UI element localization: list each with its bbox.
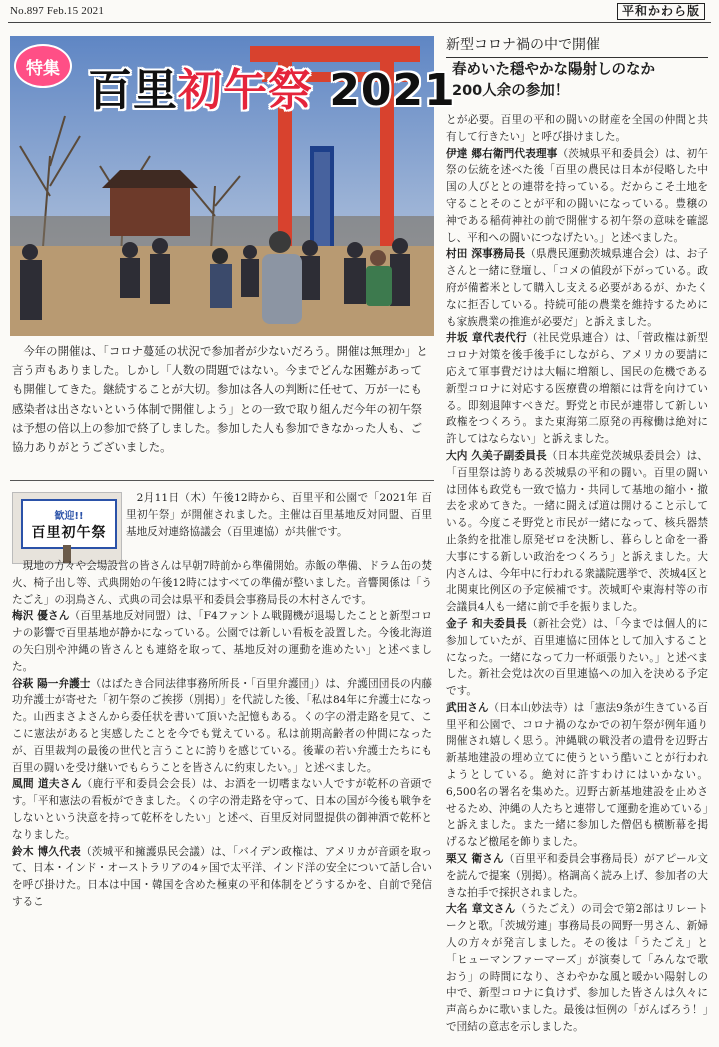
paragraph-text: （茨城県平和委員会）は、初午祭の伝統を述べた後「百里の農民は日本が侵略した中国の人びととの連帯を持っている。だからこそ土地を守ることそのことが平和の闘いになっている。豊穣の神である稲荷神社の前で開催する初午祭の意味を確認し、平和への闘いにつなげたい。」と述べました。: [446, 147, 709, 244]
paragraph-text: （はばたき合同法律事務所所長・「百里弁護団」）は、弁護団団長の内藤功弁護士が寄せた「初午祭のご挨拶（別掲）」を代読した後、「私は84年に弁護士になった。山西まさよさんから委任状を書いて頂いた記憶もある。くの字の滑走路を見て、ここに憲法があると実感したことを今でも覚えている。私は前期高齢者の仲間になったが、百里裁判の最後の世代と言うことに誇りを感じている。後輩の若い弁護士たちにも百里の闘いを受け継いでもらうことを皆さんに約束したい。」と述べました。: [12, 677, 432, 774]
headline-line-1: 春めいた穏やかな陽射しのなか: [452, 62, 655, 78]
newsletter-name: 平和かわら版: [617, 3, 705, 20]
left-column: [12, 558, 432, 911]
speaker-paragraph: [446, 146, 708, 247]
article-headline: [452, 60, 708, 102]
speaker-paragraph: [446, 246, 708, 330]
speaker-name: 谷萩 陽一弁護士: [12, 677, 91, 690]
paragraph-text: （茨城平和擁護県民会議）は、「バイデン政権は、アメリカが音頭を取って、日本・インド・オーストラリアの4ヶ国で太平洋、インド洋の安全について話し合いを呼び掛けた。日本は中国・韓国を含めた極東の平和体制をどうするかを、自前で発信するこ: [12, 845, 432, 908]
body-paragraph: [12, 558, 432, 608]
speaker-paragraph: [446, 851, 708, 901]
speaker-paragraph: [446, 901, 708, 1035]
intro-text: 2月11日（木）午後12時から、百里平和公園で「2021年 百里初午祭」が開催されました。主催は百里基地反対同盟、百里基地反対連絡協議会（百里連協）が共催です。: [126, 492, 432, 538]
sign-line-1: 歓迎!!: [54, 510, 84, 522]
feature-title: [88, 54, 456, 118]
paragraph-text: （日本山妙法寺）は「憲法9条が生きている百里平和公園で、コロナ禍のなかでの初午祭が例年通り開催され嬉しく思う。沖縄戦の戦没者の遺骨を辺野古新基地建設の埋め立てに使うという酷いことが行われようとしている。絶対に許すわけにはいかない。6,500名の署名を集めた。辺野古新基地建設を止めさせるため、沖縄の人たちと連帯して運動を進めている」と訴えました。また一緒に参加した僧侶も横断幕を掲げるなど檄尾を飾りました。: [446, 701, 708, 849]
paragraph-text: （百里平和委員会事務局長）がアピール文を読んで提案（別掲）。格調高く読み上げ、参加者の大きな拍手で採択されました。: [446, 853, 708, 899]
title-part-1: 百里: [88, 65, 178, 116]
speaker-paragraph: [12, 608, 432, 675]
paragraph-text: （百里基地反対同盟）は、「F4ファントム戦闘機が退場したことと新型コロナの影響で百里基地が静かになっている。公園では新しい看板を設置した。今後北海道の矢臼別や沖縄の皆さんとも連絡を取って、基地反対の運動を進めたい」と述べました。: [12, 610, 432, 673]
paragraph-text: とが必要。百里の平和の闘いの財産を全国の仲間と共有して行きたい」と呼び掛けました。: [446, 114, 708, 143]
speaker-paragraph: [446, 448, 708, 616]
sign-line-2: 百里初午祭: [31, 524, 107, 541]
speaker-name: 武田さん: [446, 701, 489, 714]
speaker-name: 伊達 郷右衛門代表理事: [446, 147, 558, 160]
header-rule: [8, 22, 711, 23]
paragraph-text: （新社会党）は、「今までは個人的に参加していたが、百里連協に団体として加入することになった。一緒になって力一杯頑張りたい。」と述べました。新社会党は次の百里連協への加入を決める予定です。: [446, 617, 708, 698]
speaker-name: 村田 深事務局長: [446, 248, 526, 261]
speaker-name: 大内 久美子副委員長: [446, 449, 547, 462]
paragraph-text: （社民党県連合）は、「菅政権は新型コロナ対策を後手後手にしながら、アメリカの要請に応えて軍事費だけは大幅に増額し、国民の危機である新型コロナに対応する医療費の増額には背を向けている。即刻退陣すべきだ。野党と市民が連帯して新しい政権をつくろう。また東海第二原発の再稼働は絶対に許してはならない」と訴えました。: [446, 332, 708, 446]
welcome-sign-photo: [12, 492, 122, 564]
title-part-2: 初午祭: [178, 65, 313, 116]
paragraph-text: （うたごえ）の司会で第2部はリレートークと歌。「茨城労連」事務局長の岡野一男さん、新婦人の方々が発言しました。その後は「うたごえ」と「ヒューマンファーマーズ」が演奏して「みんなで歌おう」の時間になり、さわやかな風と暖かい陽射しの中で、新型コロナに負けず、参加した皆さんは久々に声高らかに歌いました。最後は恒例の「がんばろう！」で団結の意志を示しました。: [446, 903, 708, 1034]
speaker-name: 井坂 章代表代行: [446, 332, 527, 345]
speaker-paragraph: [12, 844, 432, 911]
intro-paragraph: [126, 490, 432, 540]
lead-paragraph: [12, 342, 430, 457]
feature-badge: 特集: [14, 44, 72, 88]
lead-text: 今年の開催は、「コロナ蔓延の状況で参加者が少ないだろう。開催は無理か」と言う声もありました。しかし「人数の問題ではない。今までどんな困難があっても開催してきた。継続することが大切。参加は各人の判断に任せて、万が一にも感染者は出さないという体制で開催しよう」との一致で取り組んだ今年の初午祭は予想の倍以上の参加で終了しました。参加した人も参加できなかった人も、ご協力ありがとうございました。: [12, 344, 428, 455]
speaker-paragraph: [12, 676, 432, 777]
speaker-name: 風間 道夫さん: [12, 778, 82, 791]
speaker-paragraph: [446, 700, 708, 851]
paragraph-text: （日本共産党茨城県委員会）は、「百里祭は誇りある茨城県の平和の闘い。百里の闘いは団体も政党も一致で協力・共同して基地の縮小・撤去を求めてきた。一緒に闘えば道は開けること示している。今度こそ野党と市民が一緒になって、核兵器禁止条約を批准し原発ゼロを決断し、暮らしと命を一番大事にする新しい政治をつくろう」と訴えました。大内さんは、今年中に行われる衆議院選挙で、茨城4区と北関東比例区の予定候補です。茨城町や東海村等の市会議員4人も一緒に前で手を振りました。: [446, 449, 709, 614]
headline-line-2: 200人余の参加！: [452, 83, 570, 99]
welcome-sign-board: [21, 499, 117, 549]
article-subheading: 新型コロナ禍の中で開催: [446, 34, 708, 58]
speaker-name: 大名 章文さん: [446, 903, 516, 916]
paragraph-text: 現地の方々や会場設営の皆さんは早朝7時前から準備開始。赤飯の準備、ドラム缶の焚火、椅子出し等、式典開始の午後12時にはすべての準備が整いました。音響関係は「うたごえ」の羽鳥さん、式典の司会は県平和委員会事務局長の木村さんです。: [12, 560, 432, 606]
speaker-paragraph: [12, 776, 432, 843]
speaker-name: 梅沢 優さん: [12, 610, 70, 623]
paragraph-text: （県農民運動茨城県連合会）は、お子さんと一緒に登壇し、「コメの値段が下がっている。政府が備蓄米として購入し支える必要があるが、かたくなに拒否している。持続可能の農業を維持するためにも家族農業の推進が必要だ」と訴えました。: [446, 248, 708, 328]
speaker-paragraph: [446, 616, 708, 700]
speaker-paragraph: [446, 330, 708, 448]
speaker-name: 栗又 衛さん: [446, 853, 504, 866]
speaker-name: 鈴木 博久代表: [12, 845, 81, 858]
title-part-3: 2021: [313, 65, 456, 116]
issue-number: No.897 Feb.15 2021: [10, 5, 105, 17]
continued-paragraph: [446, 112, 708, 146]
section-divider: [10, 480, 434, 481]
paragraph-text: （鹿行平和委員会会長）は、お酒を一切嗜まない人ですが乾杯の音頭です。「平和憲法の看板ができました。くの字の滑走路を守って、日本の国が今後も戦争をしないという決意を持って乾杯をしたい」と述べ、百里反対同盟提供の御神酒で乾杯となりました。: [12, 778, 432, 841]
speaker-name: 金子 和夫委員長: [446, 617, 527, 630]
event-photo: [10, 36, 456, 336]
right-column: [446, 112, 708, 1036]
